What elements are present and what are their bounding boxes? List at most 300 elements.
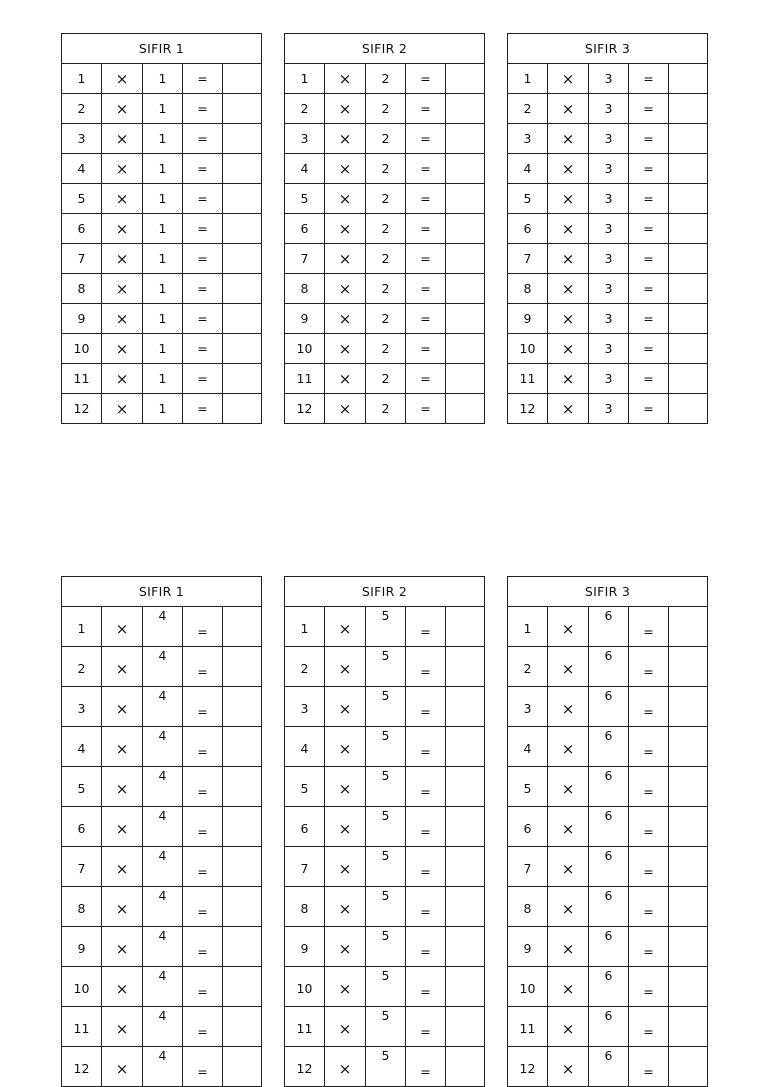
answer-blank[interactable]: [669, 647, 708, 687]
row-number: 10: [62, 967, 102, 1007]
multiplier-cell: 3: [589, 124, 629, 154]
times-sign: ×: [548, 927, 589, 967]
times-sign: ×: [548, 184, 589, 214]
answer-blank[interactable]: [223, 334, 262, 364]
answer-blank[interactable]: [446, 124, 485, 154]
answer-blank[interactable]: [446, 887, 485, 927]
row-number: 6: [508, 214, 548, 244]
times-sign: ×: [548, 64, 589, 94]
equals-sign: =: [629, 304, 669, 334]
answer-blank[interactable]: [223, 124, 262, 154]
times-sign: ×: [102, 94, 143, 124]
answer-blank[interactable]: [223, 767, 262, 807]
table-row: [62, 847, 262, 887]
equals-sign: =: [183, 244, 223, 274]
times-sign: ×: [548, 727, 589, 767]
table-row: [62, 244, 262, 274]
table-row: [62, 124, 262, 154]
times-sign: ×: [102, 607, 143, 647]
equals-sign: =: [629, 94, 669, 124]
multiplier-cell: 4: [143, 807, 183, 847]
row-number: 3: [62, 687, 102, 727]
answer-blank[interactable]: [669, 847, 708, 887]
table-row: [508, 334, 708, 364]
table-row: [62, 607, 262, 647]
row-number: 9: [285, 304, 325, 334]
row-number: 8: [508, 887, 548, 927]
row-number: 6: [285, 214, 325, 244]
row-number: 8: [508, 274, 548, 304]
table-title: SIFIR 2: [285, 577, 485, 607]
equals-sign: =: [406, 967, 446, 1007]
table-title: SIFIR 1: [62, 34, 262, 64]
answer-blank[interactable]: [669, 767, 708, 807]
equals-sign: =: [406, 334, 446, 364]
table-title: SIFIR 2: [285, 34, 485, 64]
equals-sign: =: [629, 1047, 669, 1087]
answer-blank[interactable]: [223, 727, 262, 767]
times-sign: ×: [548, 94, 589, 124]
row-number: 7: [508, 244, 548, 274]
answer-blank[interactable]: [669, 887, 708, 927]
multiplier-cell: 5: [366, 1007, 406, 1047]
answer-blank[interactable]: [446, 94, 485, 124]
multiplier-cell: 1: [143, 304, 183, 334]
table-row: [508, 124, 708, 154]
row-number: 10: [508, 334, 548, 364]
row-number: 11: [62, 364, 102, 394]
multiplier-cell: 1: [143, 184, 183, 214]
table-row: [285, 1047, 485, 1087]
table-row: [508, 214, 708, 244]
times-sign: ×: [102, 184, 143, 214]
bottom-times-table-3: [507, 576, 708, 1087]
times-sign: ×: [102, 847, 143, 887]
table-row: [508, 927, 708, 967]
answer-blank[interactable]: [223, 807, 262, 847]
times-sign: ×: [548, 687, 589, 727]
times-sign: ×: [325, 334, 366, 364]
row-number: 11: [285, 364, 325, 394]
answer-blank[interactable]: [223, 927, 262, 967]
answer-blank[interactable]: [669, 1047, 708, 1087]
equals-sign: =: [629, 847, 669, 887]
answer-blank[interactable]: [669, 214, 708, 244]
answer-blank[interactable]: [223, 274, 262, 304]
answer-blank[interactable]: [446, 214, 485, 244]
equals-sign: =: [406, 687, 446, 727]
answer-blank[interactable]: [669, 687, 708, 727]
table-row: [508, 647, 708, 687]
equals-sign: =: [183, 304, 223, 334]
answer-blank[interactable]: [446, 364, 485, 394]
answer-blank[interactable]: [669, 967, 708, 1007]
equals-sign: =: [183, 807, 223, 847]
answer-blank[interactable]: [446, 394, 485, 424]
table-row: [62, 727, 262, 767]
times-sign: ×: [548, 124, 589, 154]
answer-blank[interactable]: [669, 64, 708, 94]
multiplier-cell: 3: [589, 304, 629, 334]
answer-blank[interactable]: [223, 1047, 262, 1087]
top-times-table-1: [61, 33, 262, 424]
answer-blank[interactable]: [446, 767, 485, 807]
times-sign: ×: [102, 807, 143, 847]
answer-blank[interactable]: [446, 64, 485, 94]
answer-blank[interactable]: [446, 807, 485, 847]
equals-sign: =: [406, 64, 446, 94]
row-number: 5: [285, 184, 325, 214]
table-row: [62, 184, 262, 214]
answer-blank[interactable]: [446, 304, 485, 334]
times-sign: ×: [325, 727, 366, 767]
multiplier-cell: 5: [366, 727, 406, 767]
row-number: 1: [62, 64, 102, 94]
times-sign: ×: [325, 887, 366, 927]
answer-blank[interactable]: [669, 727, 708, 767]
answer-blank[interactable]: [223, 647, 262, 687]
row-number: 1: [62, 607, 102, 647]
table-row: [508, 304, 708, 334]
multiplier-cell: 5: [366, 967, 406, 1007]
row-number: 10: [285, 334, 325, 364]
multiplier-cell: 3: [589, 274, 629, 304]
equals-sign: =: [629, 124, 669, 154]
times-sign: ×: [548, 394, 589, 424]
equals-sign: =: [406, 214, 446, 244]
table-row: [508, 807, 708, 847]
times-sign: ×: [325, 274, 366, 304]
multiplier-cell: 2: [366, 154, 406, 184]
answer-blank[interactable]: [223, 394, 262, 424]
multiplier-cell: 5: [366, 767, 406, 807]
answer-blank[interactable]: [446, 1047, 485, 1087]
multiplier-cell: 6: [589, 967, 629, 1007]
row-number: 6: [508, 807, 548, 847]
multiplier-cell: 6: [589, 647, 629, 687]
answer-blank[interactable]: [669, 607, 708, 647]
times-sign: ×: [325, 64, 366, 94]
times-sign: ×: [102, 244, 143, 274]
row-number: 5: [285, 767, 325, 807]
table-row: [285, 767, 485, 807]
table-row: [62, 94, 262, 124]
table-row: [62, 927, 262, 967]
table-row: [285, 214, 485, 244]
table-row: [285, 727, 485, 767]
equals-sign: =: [406, 154, 446, 184]
multiplier-cell: 1: [143, 94, 183, 124]
times-sign: ×: [102, 1047, 143, 1087]
row-number: 10: [285, 967, 325, 1007]
row-number: 9: [62, 927, 102, 967]
table-row: [62, 687, 262, 727]
answer-blank[interactable]: [446, 727, 485, 767]
row-number: 12: [508, 1047, 548, 1087]
equals-sign: =: [406, 1007, 446, 1047]
answer-blank[interactable]: [223, 244, 262, 274]
equals-sign: =: [406, 94, 446, 124]
equals-sign: =: [406, 364, 446, 394]
equals-sign: =: [183, 184, 223, 214]
times-sign: ×: [325, 687, 366, 727]
equals-sign: =: [183, 214, 223, 244]
equals-sign: =: [183, 1047, 223, 1087]
bottom-times-table-2: [284, 576, 485, 1087]
row-number: 5: [508, 767, 548, 807]
row-number: 1: [285, 64, 325, 94]
answer-blank[interactable]: [446, 154, 485, 184]
answer-blank[interactable]: [223, 154, 262, 184]
equals-sign: =: [183, 1007, 223, 1047]
table-row: [508, 184, 708, 214]
times-sign: ×: [325, 244, 366, 274]
multiplier-cell: 1: [143, 214, 183, 244]
times-sign: ×: [548, 767, 589, 807]
multiplier-cell: 4: [143, 767, 183, 807]
table-row: [285, 807, 485, 847]
row-number: 8: [285, 887, 325, 927]
multiplier-cell: 3: [589, 64, 629, 94]
multiplier-cell: 3: [589, 214, 629, 244]
table-row: [285, 124, 485, 154]
answer-blank[interactable]: [223, 64, 262, 94]
table-row: [62, 394, 262, 424]
answer-blank[interactable]: [446, 687, 485, 727]
equals-sign: =: [183, 967, 223, 1007]
row-number: 12: [285, 394, 325, 424]
answer-blank[interactable]: [669, 124, 708, 154]
table-row: [508, 727, 708, 767]
table-row: [62, 214, 262, 244]
times-sign: ×: [102, 647, 143, 687]
equals-sign: =: [183, 767, 223, 807]
table-row: [62, 364, 262, 394]
row-number: 11: [508, 364, 548, 394]
row-number: 9: [62, 304, 102, 334]
times-sign: ×: [102, 887, 143, 927]
row-number: 5: [508, 184, 548, 214]
answer-blank[interactable]: [446, 847, 485, 887]
row-number: 7: [285, 244, 325, 274]
table-title: SIFIR 3: [508, 34, 708, 64]
times-sign: ×: [548, 607, 589, 647]
answer-blank[interactable]: [223, 687, 262, 727]
table-row: [508, 967, 708, 1007]
row-number: 11: [508, 1007, 548, 1047]
times-sign: ×: [548, 244, 589, 274]
answer-blank[interactable]: [446, 1007, 485, 1047]
times-sign: ×: [325, 607, 366, 647]
multiplier-cell: 2: [366, 94, 406, 124]
answer-blank[interactable]: [223, 607, 262, 647]
answer-blank[interactable]: [669, 154, 708, 184]
equals-sign: =: [629, 687, 669, 727]
answer-blank[interactable]: [669, 364, 708, 394]
multiplier-cell: 3: [589, 94, 629, 124]
row-number: 4: [62, 154, 102, 184]
table-row: [285, 647, 485, 687]
times-sign: ×: [548, 304, 589, 334]
answer-blank[interactable]: [446, 184, 485, 214]
table-row: [508, 1007, 708, 1047]
times-sign: ×: [102, 767, 143, 807]
table-row: [285, 847, 485, 887]
multiplier-cell: 2: [366, 64, 406, 94]
equals-sign: =: [183, 847, 223, 887]
row-number: 7: [508, 847, 548, 887]
table-row: [285, 304, 485, 334]
times-sign: ×: [102, 124, 143, 154]
multiplier-cell: 3: [589, 244, 629, 274]
row-number: 11: [62, 1007, 102, 1047]
row-number: 8: [62, 274, 102, 304]
table-row: [62, 887, 262, 927]
answer-blank[interactable]: [223, 1007, 262, 1047]
multiplier-cell: 1: [143, 364, 183, 394]
row-number: 11: [285, 1007, 325, 1047]
answer-blank[interactable]: [446, 334, 485, 364]
table-title: SIFIR 3: [508, 577, 708, 607]
answer-blank[interactable]: [446, 967, 485, 1007]
multiplier-cell: 6: [589, 727, 629, 767]
answer-blank[interactable]: [223, 184, 262, 214]
table-row: [285, 887, 485, 927]
answer-blank[interactable]: [446, 647, 485, 687]
equals-sign: =: [629, 154, 669, 184]
times-sign: ×: [102, 274, 143, 304]
answer-blank[interactable]: [446, 927, 485, 967]
row-number: 7: [285, 847, 325, 887]
top-times-table-3: [507, 33, 708, 424]
times-sign: ×: [548, 334, 589, 364]
times-sign: ×: [325, 94, 366, 124]
answer-blank[interactable]: [223, 887, 262, 927]
times-sign: ×: [325, 394, 366, 424]
table-title: SIFIR 1: [62, 577, 262, 607]
multiplier-cell: 6: [589, 687, 629, 727]
times-sign: ×: [548, 647, 589, 687]
multiplier-cell: 5: [366, 847, 406, 887]
table-row: [508, 394, 708, 424]
answer-blank[interactable]: [669, 807, 708, 847]
times-sign: ×: [325, 967, 366, 1007]
equals-sign: =: [629, 767, 669, 807]
table-row: [62, 807, 262, 847]
equals-sign: =: [183, 334, 223, 364]
equals-sign: =: [183, 274, 223, 304]
equals-sign: =: [183, 394, 223, 424]
equals-sign: =: [629, 364, 669, 394]
multiplier-cell: 2: [366, 124, 406, 154]
answer-blank[interactable]: [669, 94, 708, 124]
row-number: 9: [285, 927, 325, 967]
multiplier-cell: 4: [143, 727, 183, 767]
times-sign: ×: [325, 304, 366, 334]
answer-blank[interactable]: [669, 184, 708, 214]
equals-sign: =: [406, 607, 446, 647]
equals-sign: =: [183, 887, 223, 927]
answer-blank[interactable]: [669, 927, 708, 967]
answer-blank[interactable]: [669, 304, 708, 334]
equals-sign: =: [406, 647, 446, 687]
equals-sign: =: [406, 244, 446, 274]
table-row: [285, 687, 485, 727]
answer-blank[interactable]: [223, 967, 262, 1007]
multiplier-cell: 1: [143, 64, 183, 94]
table-row: [285, 154, 485, 184]
multiplier-cell: 5: [366, 1047, 406, 1087]
equals-sign: =: [629, 607, 669, 647]
table-row: [285, 927, 485, 967]
equals-sign: =: [629, 727, 669, 767]
row-number: 8: [62, 887, 102, 927]
times-sign: ×: [548, 154, 589, 184]
answer-blank[interactable]: [669, 274, 708, 304]
answer-blank[interactable]: [223, 847, 262, 887]
multiplier-cell: 5: [366, 807, 406, 847]
multiplier-cell: 6: [589, 1047, 629, 1087]
equals-sign: =: [406, 847, 446, 887]
answer-blank[interactable]: [446, 244, 485, 274]
table-row: [62, 767, 262, 807]
answer-blank[interactable]: [223, 214, 262, 244]
answer-blank[interactable]: [669, 1007, 708, 1047]
equals-sign: =: [629, 214, 669, 244]
answer-blank[interactable]: [223, 304, 262, 334]
multiplier-cell: 5: [366, 927, 406, 967]
top-times-table-2: [284, 33, 485, 424]
times-sign: ×: [325, 927, 366, 967]
times-sign: ×: [102, 364, 143, 394]
answer-blank[interactable]: [446, 274, 485, 304]
answer-blank[interactable]: [669, 244, 708, 274]
table-row: [285, 274, 485, 304]
equals-sign: =: [406, 274, 446, 304]
equals-sign: =: [406, 124, 446, 154]
row-number: 1: [508, 607, 548, 647]
multiplier-cell: 3: [589, 184, 629, 214]
table-row: [508, 607, 708, 647]
answer-blank[interactable]: [669, 334, 708, 364]
table-row: [62, 967, 262, 1007]
answer-blank[interactable]: [446, 607, 485, 647]
multiplier-cell: 6: [589, 927, 629, 967]
equals-sign: =: [183, 607, 223, 647]
row-number: 6: [62, 214, 102, 244]
answer-blank[interactable]: [223, 364, 262, 394]
multiplier-cell: 4: [143, 887, 183, 927]
equals-sign: =: [406, 394, 446, 424]
row-number: 12: [62, 394, 102, 424]
equals-sign: =: [629, 1007, 669, 1047]
row-number: 7: [62, 244, 102, 274]
answer-blank[interactable]: [223, 94, 262, 124]
multiplier-cell: 6: [589, 807, 629, 847]
table-row: [508, 767, 708, 807]
row-number: 12: [285, 1047, 325, 1087]
times-sign: ×: [325, 847, 366, 887]
equals-sign: =: [183, 94, 223, 124]
table-row: [62, 64, 262, 94]
row-number: 5: [62, 767, 102, 807]
row-number: 3: [285, 687, 325, 727]
equals-sign: =: [406, 927, 446, 967]
equals-sign: =: [406, 304, 446, 334]
answer-blank[interactable]: [669, 394, 708, 424]
multiplier-cell: 2: [366, 274, 406, 304]
times-sign: ×: [102, 394, 143, 424]
